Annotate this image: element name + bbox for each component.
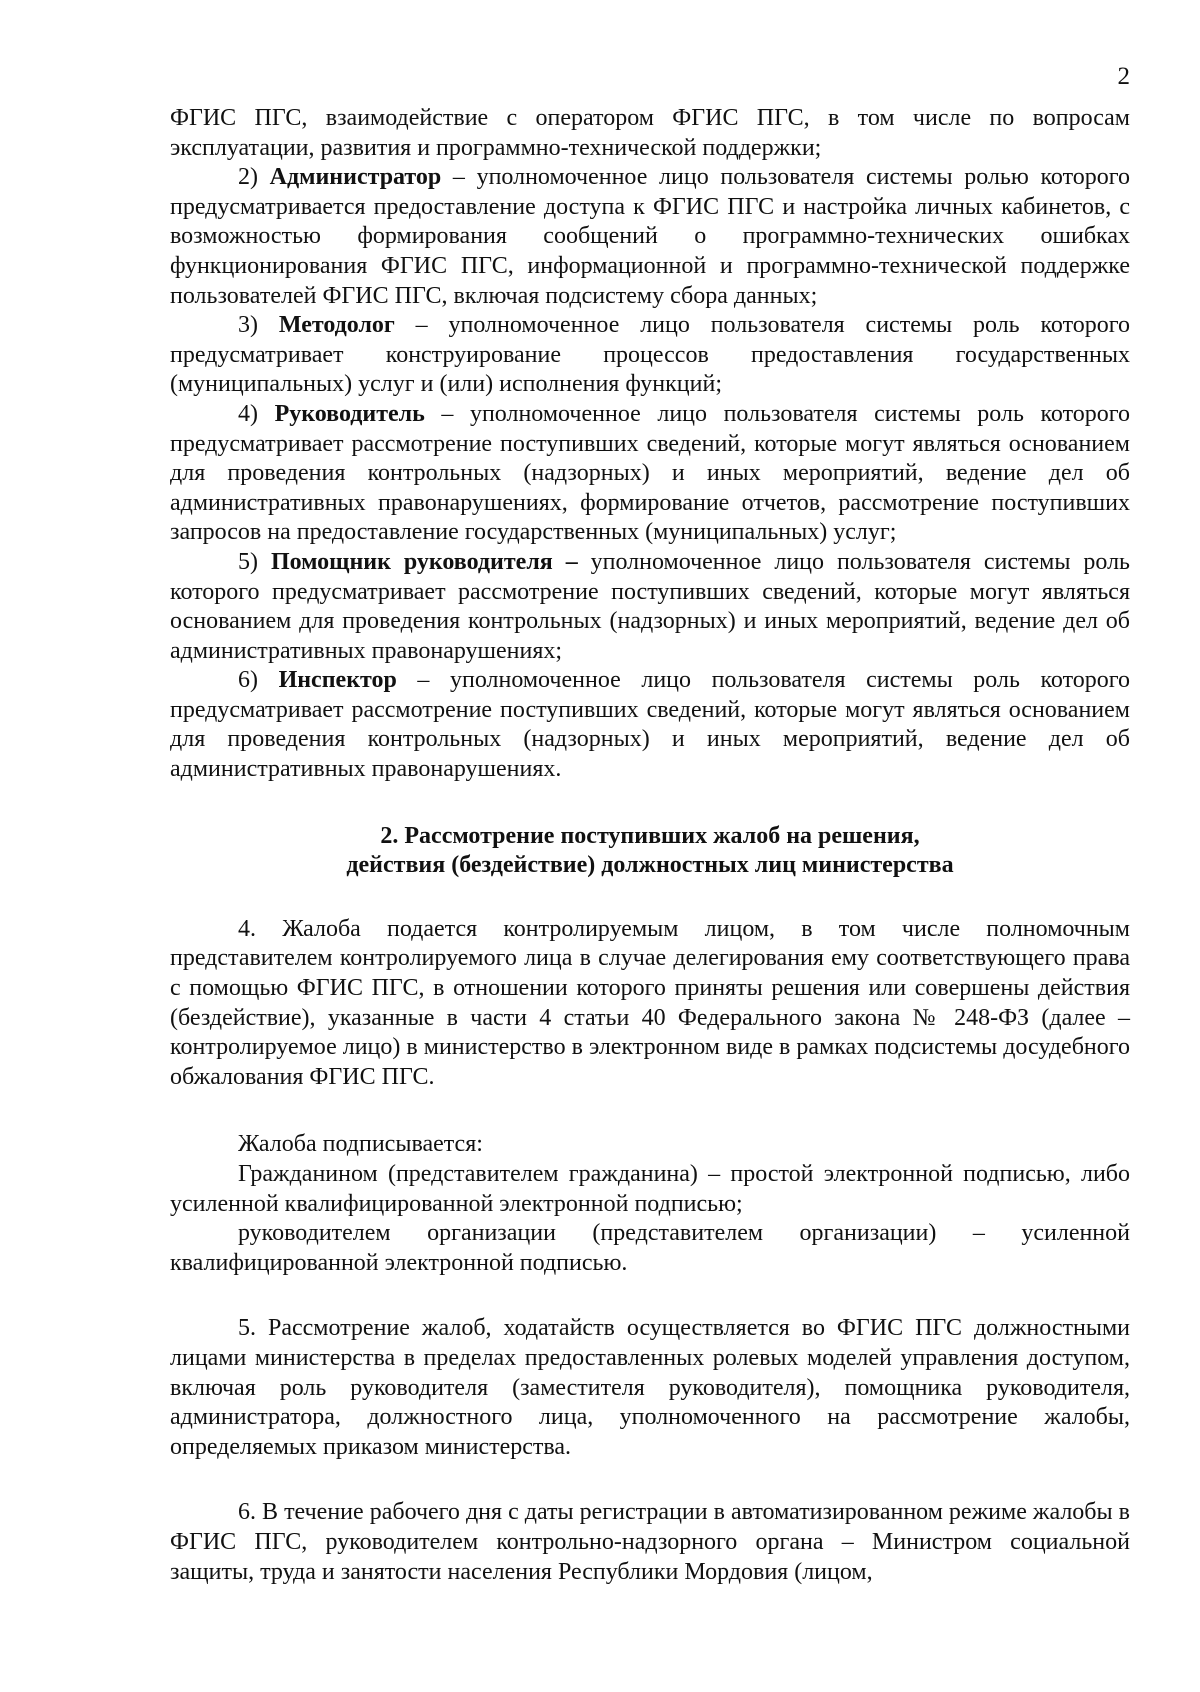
role-number: 6): [238, 667, 258, 694]
role-number: 3): [238, 312, 258, 339]
page-number: 2: [1117, 63, 1130, 90]
section-heading: [170, 822, 1130, 881]
document-body: [170, 104, 1130, 1587]
continuation-paragraph: ФГИС ПГС, взаимодействие с оператором ФГИС ПГС, в том числе по вопросам эксплуатации, развития и программно-технической поддержки;: [170, 105, 1130, 161]
section-heading-line-2: действия (бездействие) должностных лиц министерства: [346, 852, 954, 879]
role-item-inspector: [170, 666, 1130, 784]
paragraph-4: 4. Жалоба подается контролируемым лицом, в том числе полномочным представителем контролируемого лица в случае делегирования ему соответствующего права с помощью ФГИС ПГС, в отношении которого приняты решения или совершены действия (бездействие), указанные в части 4 статьи 40 Федерального закона № 248-ФЗ (далее – контролируемое лицо) в министерство в электронном виде в рамках подсистемы досудебного обжалования ФГИС ПГС.: [170, 915, 1130, 1090]
role-description: – уполномоченное лицо пользователя системы роль которого предусматривает рассмотрение поступивших сведений, которые могут являться основанием для проведения контрольных (надзорных) и иных мероприятий, ведение дел об административных правонарушениях.: [170, 667, 1130, 783]
role-name: Руководитель: [274, 400, 425, 427]
role-name: Инспектор: [278, 667, 397, 694]
signature-intro: Жалоба подписывается:: [238, 1131, 483, 1158]
section-heading-line-1: 2. Рассмотрение поступивших жалоб на решения,: [380, 822, 920, 849]
role-item-administrator: [170, 163, 1130, 311]
role-item-head: [170, 400, 1130, 548]
signature-organization: руководителем организации (представителем организации) – усиленной квалифицированной электронной подписью.: [170, 1220, 1130, 1276]
paragraph-5: 5. Рассмотрение жалоб, ходатайств осуществляется во ФГИС ПГС должностными лицами министерства в пределах предоставленных ролевых моделей управления доступом, включая роль руководителя (заместителя руководителя), помощника руководителя, администратора, должностного лица, уполномоченного на рассмотрение жалобы, определяемых приказом министерства.: [170, 1315, 1130, 1460]
role-description: – уполномоченное лицо пользователя системы ролью которого предусматривается предоставление доступа к ФГИС ПГС и настройка личных кабинетов, с возможностью формирования сообщений о программно-технических ошибках функционирования ФГИС ПГС, информационной и программно-технической поддержке пользователей ФГИС ПГС, включая подсистему сбора данных;: [170, 164, 1130, 309]
role-name: Администратор: [269, 164, 442, 191]
role-description: уполномоченное лицо пользователя системы роль которого предусматривает рассмотрение поступивших сведений, которые могут являться основанием для проведения контрольных (надзорных) и иных мероприятий, ведение дел об административных правонарушениях;: [170, 548, 1130, 664]
role-item-assistant-head: [170, 548, 1130, 666]
role-number: 4): [238, 400, 258, 427]
role-name: Методолог: [278, 312, 395, 339]
signature-citizen: Гражданином (представителем гражданина) – простой электронной подписью, либо усиленной квалифицированной электронной подписью;: [170, 1161, 1130, 1217]
role-item-methodologist: [170, 311, 1130, 400]
role-description: – уполномоченное лицо пользователя системы роль которого предусматривает рассмотрение поступивших сведений, которые могут являться основанием для проведения контрольных (надзорных) и иных мероприятий, ведение дел об административных правонарушениях, формирование отчетов, рассмотрение поступивших запросов на предоставление государственных (муниципальных) услуг;: [170, 400, 1131, 546]
role-number: 2): [238, 164, 258, 191]
role-name: Помощник руководителя –: [270, 548, 578, 575]
paragraph-6: 6. В течение рабочего дня с даты регистрации в автоматизированном режиме жалобы в ФГИС ПГС, руководителем контрольно-надзорного органа – Министром социальной защиты, труда и занятости населения Республики Мордовия (лицом,: [170, 1499, 1130, 1585]
role-description: – уполномоченное лицо пользователя системы роль которого предусматривает конструирование процессов предоставления государственных (муниципальных) услуг и (или) исполнения функций;: [170, 312, 1131, 398]
role-number: 5): [238, 548, 258, 575]
